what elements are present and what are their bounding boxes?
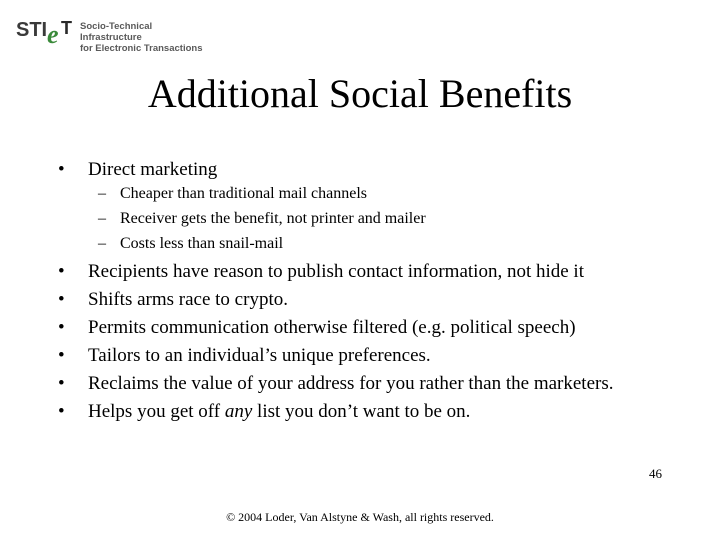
sub-bullet-dash: – bbox=[98, 210, 106, 227]
bullet-dot: • bbox=[58, 317, 65, 338]
bullet-text-end: list you don’t want to be on. bbox=[252, 401, 471, 422]
copyright-footer: © 2004 Loder, Van Alstyne & Wash, all rights reserved. bbox=[226, 510, 494, 524]
bullet-dot: • bbox=[58, 261, 65, 282]
logo-line-1: Socio-Technical Infrastructure bbox=[80, 21, 153, 43]
sub-bullet-text: Cheaper than traditional mail channels bbox=[120, 185, 368, 202]
sub-bullet-dash: – bbox=[98, 235, 106, 252]
svg-text:e: e bbox=[47, 20, 59, 48]
bullet-dot: • bbox=[58, 401, 65, 422]
svg-text:T: T bbox=[61, 18, 72, 38]
sub-bullet-dash: – bbox=[98, 185, 106, 202]
svg-text:STI: STI bbox=[16, 19, 48, 41]
bullet-dot: • bbox=[58, 289, 65, 310]
page-number: 46 bbox=[649, 466, 662, 481]
bullet-text: Shifts arms race to crypto. bbox=[88, 289, 288, 310]
bullet-text: Permits communication otherwise filtered (e.g. political speech) bbox=[88, 317, 576, 338]
bullet-text-start: Helps you get off bbox=[88, 401, 225, 422]
bullet-text: Direct marketing bbox=[88, 159, 218, 180]
bullet-text: Reclaims the value of your address for you rather than the marketers. bbox=[88, 373, 614, 394]
sub-bullet-text: Receiver gets the benefit, not printer and mailer bbox=[120, 210, 426, 227]
stiet-logo bbox=[14, 12, 204, 54]
bullet-dot: • bbox=[58, 373, 65, 394]
slide-title: Additional Social Benefits bbox=[147, 71, 573, 116]
bullet-text bbox=[88, 400, 470, 424]
bullet-text: Recipients have reason to publish contact information, not hide it bbox=[88, 261, 584, 282]
logo-line-2: for Electronic Transactions bbox=[80, 43, 203, 54]
sub-bullet-text: Costs less than snail-mail bbox=[120, 235, 284, 252]
bullet-dot: • bbox=[58, 159, 65, 180]
logo-tagline bbox=[80, 21, 204, 54]
bullet-text: Tailors to an individual’s unique preferences. bbox=[88, 345, 431, 366]
bullet-text-emphasis: any bbox=[224, 401, 253, 422]
stiet-logo-mark bbox=[14, 12, 78, 48]
bullet-dot: • bbox=[58, 345, 65, 366]
